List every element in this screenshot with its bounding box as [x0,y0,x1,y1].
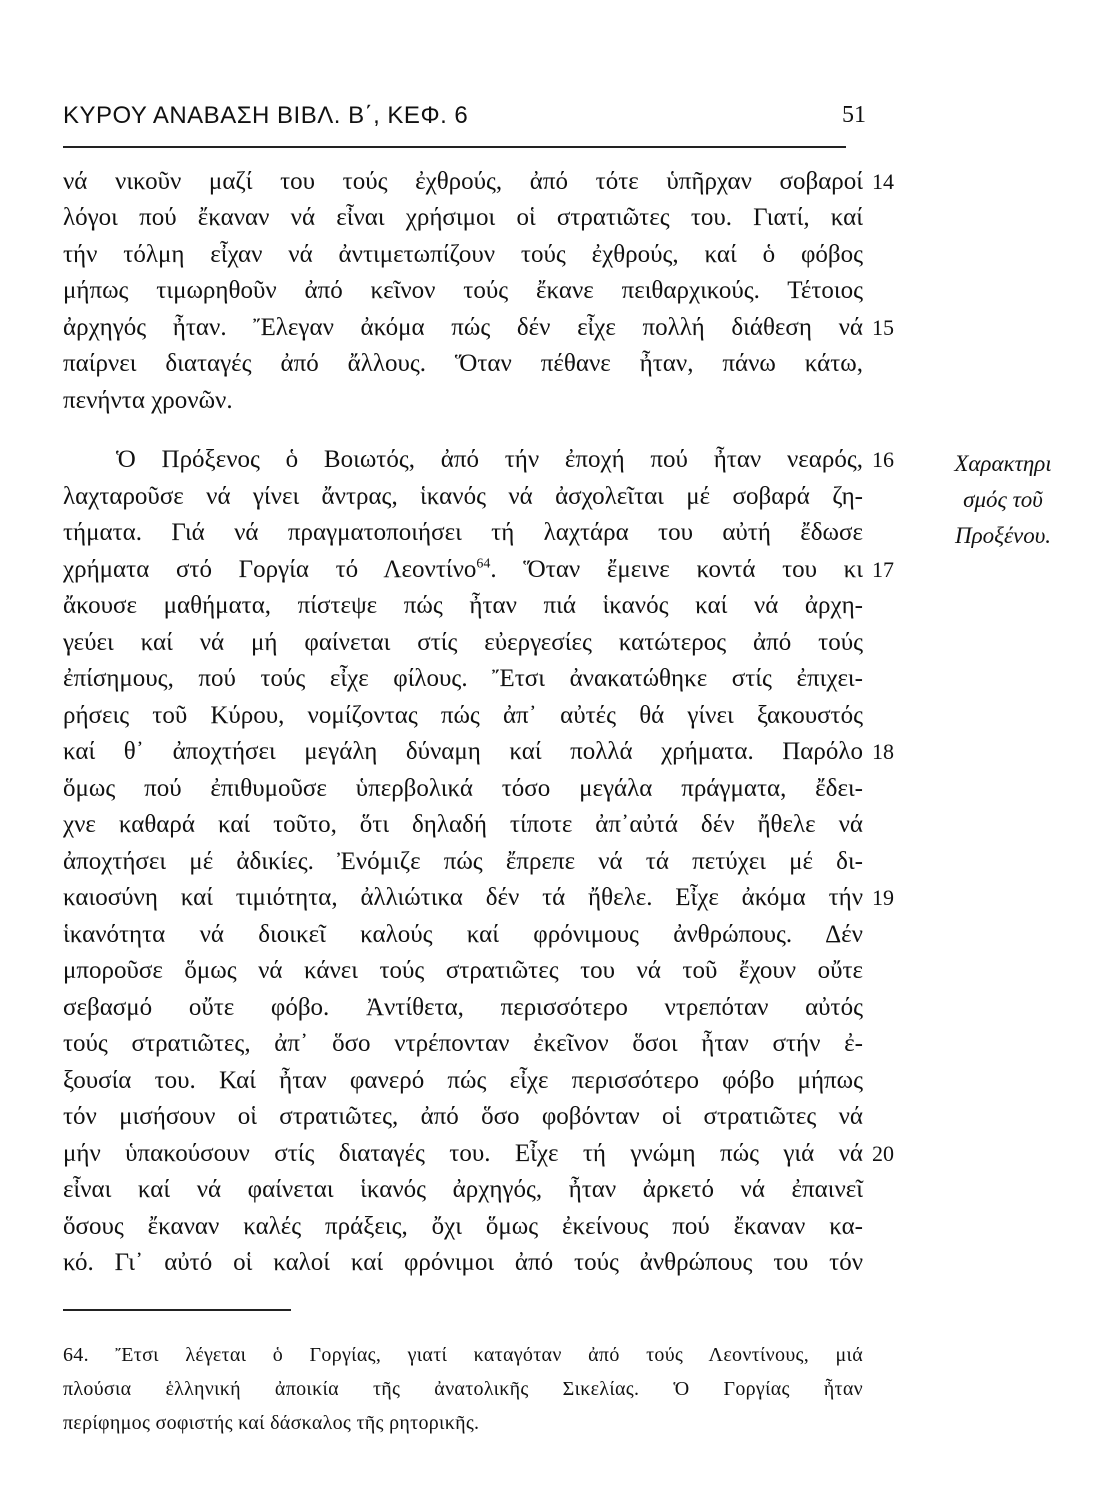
body-line: γεύει καί νά μή φαίνεται στίς εὐεργεσίες κατώτερος ἀπό τούς [63,629,863,656]
margin-note-line: Προξένου. [954,523,1052,548]
footnote-line: 64. Ἔτσι λέγεται ὁ Γοργίας, γιατί καταγόταν ἀπό τούς Λεοντίνους, μιά [63,1344,863,1366]
page-number: 51 [842,102,866,128]
body-line: Ὁ Πρόξενος ὁ Βοιωτός, ἀπό τήν ἐποχή πού ἦταν νεαρός, [116,446,863,473]
body-line: χνε καθαρά καί τοῦτο, ὅτι δηλαδή τίποτε ἀπ᾽αὐτά δέν ἤθελε νά [63,811,863,838]
body-line: νά νικοῦν μαζί του τούς ἐχθρούς, ἀπό τότε ὑπῆρχαν σοβαροί [63,168,863,195]
body-line: πενήντα χρονῶν. [63,387,233,414]
body-line: καιοσύνη καί τιμιότητα, ἀλλιώτικα δέν τά ἤθελε. Εἶχε ἀκόμα τήν [63,884,863,911]
header-rule [63,146,846,148]
section-number: 15 [872,315,894,340]
body-line: καί θ᾽ ἀποχτήσει μεγάλη δύναμη καί πολλά χρήματα. Παρόλο [63,738,863,765]
footnote-reference: 64 [476,556,491,572]
body-line-part: . Ὅταν ἔμεινε κοντά του κι [490,556,863,583]
footnote-line: πλούσια ἑλληνική ἀποικία τῆς ἀνατολικῆς Σικελίας. Ὁ Γοργίας ἦταν [63,1378,863,1400]
body-line-with-footnote [63,553,863,587]
body-line: μήπως τιμωρηθοῦν ἀπό κεῖνον τούς ἔκανε πειθαρχικούς. Τέτοιος [63,277,863,304]
section-number: 17 [872,557,894,582]
body-line: ἀποχτήσει μέ ἀδικίες. Ἐνόμιζε πώς ἔπρεπε νά τά πετύχει μέ δι- [63,848,863,875]
body-line: ὅμως πού ἐπιθυμοῦσε ὑπερβολικά τόσο μεγάλα πράγματα, ἔδει- [63,775,863,802]
body-line: τούς στρατιῶτες, ἀπ᾽ ὅσο ντρέπονταν ἐκεῖνον ὅσοι ἦταν στήν ἐ- [63,1030,863,1057]
body-line: σεβασμό οὔτε φόβο. Ἀντίθετα, περισσότερο ντρεπόταν αὐτός [63,994,863,1021]
body-line: ἄκουσε μαθήματα, πίστεψε πώς ἦταν πιά ἱκανός καί νά ἀρχη- [63,592,863,619]
margin-note-line: Χαρακτηρι [954,451,1052,476]
body-line: κό. Γι᾽ αὐτό οἱ καλοί καί φρόνιμοι ἀπό τούς ἀνθρώπους του τόν [63,1249,863,1276]
body-line: ἱκανότητα νά διοικεῖ καλούς καί φρόνιμους ἀνθρώπους. Δέν [63,921,863,948]
body-line: ξουσία του. Καί ἦταν φανερό πώς εἶχε περισσότερο φόβο μήπως [63,1067,863,1094]
margin-note-line: σμός τοῦ [963,487,1043,512]
body-line: παίρνει διαταγές ἀπό ἄλλους. Ὅταν πέθανε ἦταν, πάνω κάτω, [63,350,863,377]
body-line: ὅσους ἔκαναν καλές πράξεις, ὄχι ὅμως ἐκείνους πού ἔκαναν κα- [63,1213,863,1240]
body-line: εἶναι καί νά φαίνεται ἱκανός ἀρχηγός, ἦταν ἀρκετό νά ἐπαινεῖ [63,1176,863,1203]
body-line: μήν ὑπακούσουν στίς διαταγές του. Εἶχε τή γνώμη πώς γιά νά [63,1140,863,1167]
body-line: μποροῦσε ὅμως νά κάνει τούς στρατιῶτες του νά τοῦ ἔχουν οὔτε [63,957,863,984]
body-line: ρήσεις τοῦ Κύρου, νομίζοντας πώς ἀπ᾽ αὐτές θά γίνει ξακουστός [63,702,863,729]
body-line: λαχταροῦσε νά γίνει ἄντρας, ἱκανός νά ἀσχολεῖται μέ σοβαρά ζη- [63,483,863,510]
body-line: λόγοι πού ἔκαναν νά εἶναι χρήσιμοι οἱ στρατιῶτες του. Γιατί, καί [63,204,863,231]
section-number: 16 [872,447,894,472]
body-line: τήν τόλμη εἶχαν νά ἀντιμετωπίζουν τούς ἐχθρούς, καί ὁ φόβος [63,241,863,268]
section-number: 19 [872,885,894,910]
footnote-line: περίφημος σοφιστής καί δάσκαλος τῆς ρητορικῆς. [63,1412,480,1434]
section-number: 18 [872,739,894,764]
body-line: ἐπίσημους, πού τούς εἶχε φίλους. Ἔτσι ἀνακατώθηκε στίς ἐπιχει- [63,665,863,692]
body-line: τήματα. Γιά νά πραγματοποιήσει τή λαχτάρα του αὐτή ἔδωσε [63,519,863,546]
body-line: ἀρχηγός ἦταν. Ἔλεγαν ἀκόμα πώς δέν εἶχε πολλή διάθεση νά [63,314,863,341]
body-line: τόν μισήσουν οἱ στρατιῶτες, ἀπό ὅσο φοβόνταν οἱ στρατιῶτες νά [63,1103,863,1130]
body-line-part: χρήματα στό Γοργία τό Λεοντίνο [63,556,477,583]
section-number: 20 [872,1141,894,1166]
running-header-title: ΚΥΡΟΥ ΑΝΑΒΑΣΗ ΒΙΒΛ. Β΄, ΚΕΦ. 6 [63,102,469,129]
footnote-rule [63,1309,291,1311]
section-number: 14 [872,169,894,194]
